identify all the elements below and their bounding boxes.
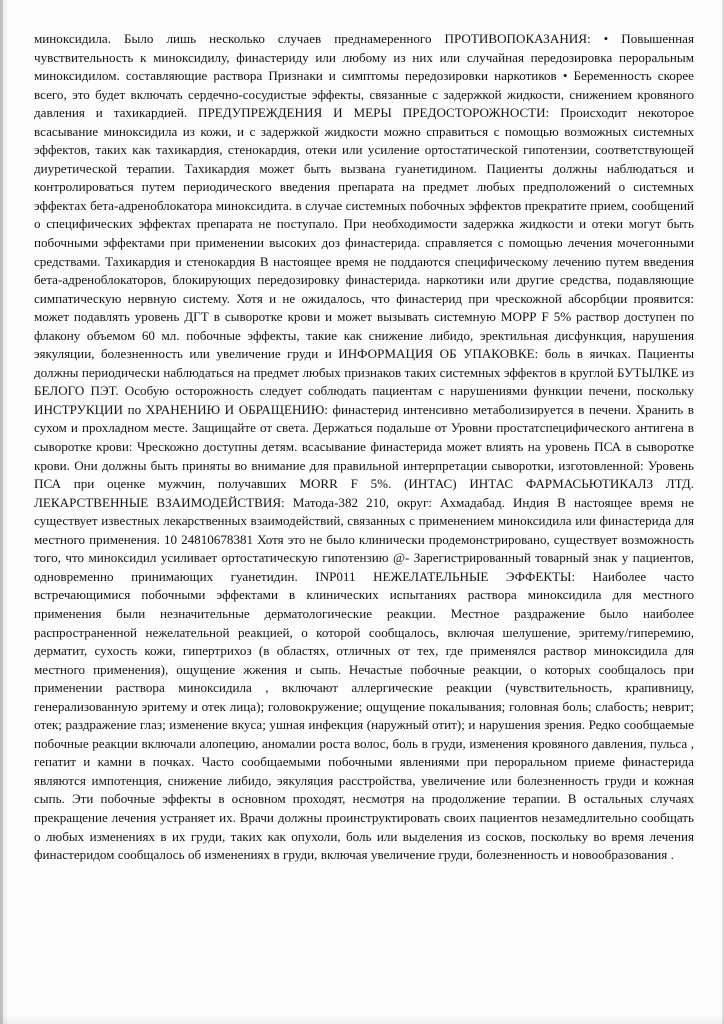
document-text-body — [34, 30, 694, 865]
scan-edge-shadow-bottom — [0, 1014, 724, 1024]
scan-edge-shadow-left — [0, 0, 9, 1024]
paragraph: миноксидила. Было лишь несколько случаев преднамеренного ПРОТИВОПОКАЗАНИЯ: • Повышенная чувствительность к миноксидилу, финастериду или любому из них или случайная передозировка пероральным миноксидилом. составляющие раствора Признаки и симптомы передозировки наркотиков • Беременность скорее всего, это будет включать сердечно-сосудистые эффекты, связанные с задержкой жидкости, снижением кровяного давления и тахикардией. ПРЕДУПРЕЖДЕНИЯ И МЕРЫ ПРЕДОСТОРОЖНОСТИ: Происходит некоторое всасывание миноксидила из кожи, и с задержкой жидкости можно справиться с помощью возможных системных эффектов, таких как тахикардия, стенокардия, отеки или усиление ортостатической гипотензии, соответствующей диуретической терапии. Тахикардия может быть вызвана гуанетидином. Пациенты должны наблюдаться и контролироваться путем периодического введения препарата на предмет любых предположений о системных эффектах бета-адреноблокатора миноксидита. в случае системных побочных эффектов прекратите прием, сообщений о специфических эффектах препарата не поступало. При необходимости задержка жидкости и отеки могут быть побочными эффектами при применении высоких доз финастерида. справляется с помощью лечения мочегонными средствами. Тахикардия и стенокардия В настоящее время не поддаются специфическому лечению путем введения бета-адреноблокаторов, блокирующих передозировку финастерида. наркотики или другие средства, подавляющие симпатическую нервную систему. Хотя и не ожидалось, что финастерид при чрескожной абсорбции проявится: может подавлять уровень ДГТ в сыворотке крови и может вызывать системную МОРР F 5% раствор доступен по флакону объемом 60 мл. побочные эффекты, такие как снижение либидо, эректильная дисфункция, нарушения эякуляции, болезненность или увеличение груди и ИНФОРМАЦИЯ ОБ УПАКОВКЕ: боль в яичках. Пациенты должны периодически наблюдаться на предмет любых признаков таких системных эффектов в круглой БУТЫЛКЕ из БЕЛОГО ПЭТ. Особую осторожность следует соблюдать пациентам с нарушениями функции печени, поскольку ИНСТРУКЦИИ по ХРАНЕНИЮ И ОБРАЩЕНИЮ: финастерид интенсивно метаболизируется в печени. Хранить в сухом и прохладном месте. Защищайте от света. Держаться подальше от Уровни простатспецифического антигена в сыворотке крови: Чрескожно доступны детям. всасывание финастерида может влиять на уровень ПСА в сыворотке крови. Они должны быть приняты во внимание для правильной интерпретации сыворотки, изготовленной: Уровень ПСА при оценке мужчин, получавших MORR F 5%. (ИНТАС) ИНТАС ФАРМАСЬЮТИКАЛЗ ЛТД. ЛЕКАРСТВЕННЫЕ ВЗАИМОДЕЙСТВИЯ: Матода-382 210, округ: Ахмадабад. Индия В настоящее время не существует известных лекарственных взаимодействий, связанных с применением миноксидила или финастерида для местного применения. 10 24810678381 Хотя это не было клинически продемонстрировано, существует возможность того, что миноксидил усиливает ортостатическую гипотензию @- Зарегистрированный товарный знак у пациентов, одновременно принимающих гуанетидин. INP011 НЕЖЕЛАТЕЛЬНЫЕ ЭФФЕКТЫ: Наиболее часто встречающимися побочными эффектами в клинических испытаниях раствора миноксидила для местного применения были незначительные дерматологические реакции. Местное раздражение было наиболее распространенной нежелательной реакцией, о которой сообщалось, включая шелушение, эритему/гиперемию, дерматит, сухость кожи, гипертрихоз (в областях, отличных от тех, где применялся раствор миноксидила для местного применения), ощущение жжения и сыпь. Нечастые побочные реакции, о которых сообщалось при применении раствора миноксидила , включают аллергические реакции (чувствительность, крапивницу, генерализованную эритему и отек лица); головокружение; ощущение покалывания; головная боль; слабость; неврит; отек; раздражение глаз; изменение вкуса; ушная инфекция (наружный отит); и нарушения зрения. Редко сообщаемые побочные реакции включали алопецию, аномалии роста волос, боль в груди, изменения кровяного давления, пульса , гепатит и камни в почках. Часто сообщаемыми побочными явлениями при пероральном приеме финастерида являются импотенция, снижение либидо, эякуляция расстройства, увеличение или болезненность груди и кожная сыпь. Эти побочные эффекты в основном проходят, несмотря на продолжение терапии. В остальных случаях прекращение лечения устраняет их. Врачи должны проинструктировать своих пациентов незамедлительно сообщать о любых изменениях в их груди, таких как опухоли, боль или выделения из сосков, поскольку во время лечения финастеридом сообщалось об изменениях в груди, включая увеличение груди, болезненность и новообразования . — [34, 31, 694, 863]
